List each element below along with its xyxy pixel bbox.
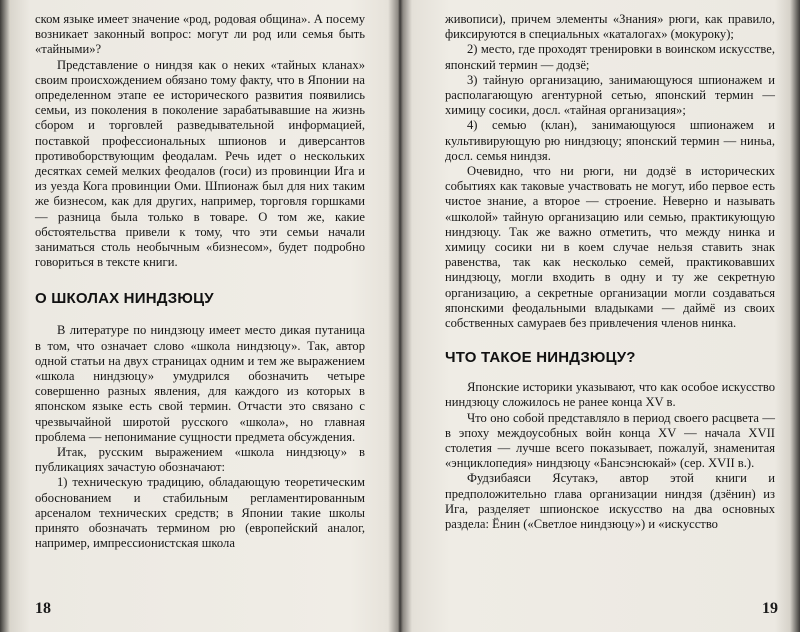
left-text-column (35, 12, 365, 552)
paragraph: Японские историки указывают, что как особое искусство ниндзюцу сложилось не ранее конца XV в. (445, 380, 775, 410)
right-page (400, 0, 800, 632)
paragraph: В литературе по ниндзюцу имеет место дикая путаница в том, что означает слово «школа ниндзюцу». Так, автор одной статьи на двух страницах одним и тем же выражением «школа ниндзюцу» умудрился обозначить четыре совершенно разных явления, для каждого из которых в японском языке есть свой термин. Отчасти это связано с чрезвычайной широтой русского «школа», но главная проблема — непонимание сущности предмета обсуждения. (35, 323, 365, 444)
paragraph: Итак, русским выражением «школа ниндзюцу» в публикациях зачастую обозначают: (35, 445, 365, 475)
paragraph: 1) техническую традицию, обладающую теоретическим обоснованием и стабильным регламентированным арсеналом технических средств; в Японии такие школы принято обозначать термином рю (европейский аналог, например, импрессионистская школа (35, 475, 365, 551)
page-number: 18 (35, 600, 51, 617)
paragraph: живописи), причем элементы «Знания» рюги, как правило, фиксируются в специальных «каталогах» (мокуроку); (445, 12, 775, 42)
page-number: 19 (762, 600, 778, 617)
paragraph: Представление о ниндзя как о неких «тайных кланах» своим происхождением обязано тому факту, что в Японии на определенном этапе ее исторического развития появились семьи, из поколения в поколение зарабатывавшие на жизнь сбором и торговлей разведывательной информацией, поставкой профессиональных шпионов и диверсантов противоборствующим феодалам. Речь идет о нескольких десятках семей мелких феодалов (госи) из провинции Ига и из уезда Кога провинции Оми. Шпионаж был для них таким же бизнесом, как для других, например, торговля горшками — разница была только в товаре. О том же, какие обстоятельства привели к тому, что эти семьи начали заниматься столь необычным «бизнесом», будет подробно говориться в тексте книги. (35, 57, 365, 270)
paragraph: 4) семью (клан), занимающуюся шпионажем и культивирующую рю ниндзюцу; японский термин — ниньа, досл. семья ниндзя. (445, 118, 775, 163)
right-text-column (445, 12, 775, 532)
section-heading: ЧТО ТАКОЕ НИНДЗЮЦУ? (445, 349, 636, 367)
paragraph: Что оно собой представляло в период своего расцвета — в эпоху междоусобных войн конца XV — начала XVII столетия — лучше всего показывает, пожалуй, знаменитая «энциклопедия» ниндзюцу «Бансэнсюкай» (сер. XVII в.). (445, 410, 775, 471)
paragraph: Очевидно, что ни рюги, ни додзё в исторических событиях как таковые участвовать не могут, ибо первое есть чистое знание, а второе — строение. Неверно и называть «школой» тайную организацию или семью, практикующую ниндзюцу. Так же важно отметить, что между нинка и химицу сосики ни в коем случае нельзя ставить знак равенства, так как несколько семей, практиковавших ниндзюцу, могли входить в одну и ту же секретную организацию, а секретные организации могли создаваться японскими феодальными владыками — даймё из своих собственных самураев без привлечения членов нинка. (445, 164, 775, 331)
paragraph: ском языке имеет значение «род, родовая община». А посему возникает законный вопрос: могут ли род или семья быть «тайными»? (35, 12, 365, 57)
paragraph: Фудзибаяси Ясутакэ, автор этой книги и предположительно глава организации ниндзя (дзёнин) из Ига, разделяет шпионское искусство на два основных раздела: Ёнин («Светлое ниндзюцу») и «искусство (445, 471, 775, 532)
paragraph: 2) место, где проходят тренировки в воинском искусстве, японский термин — додзё; (445, 42, 775, 72)
paragraph: 3) тайную организацию, занимающуюся шпионажем и располагающую агентурной сетью, японский термин — химицу сосики, досл. «тайная организация»; (445, 72, 775, 118)
section-heading: О ШКОЛАХ НИНДЗЮЦУ (35, 290, 214, 308)
